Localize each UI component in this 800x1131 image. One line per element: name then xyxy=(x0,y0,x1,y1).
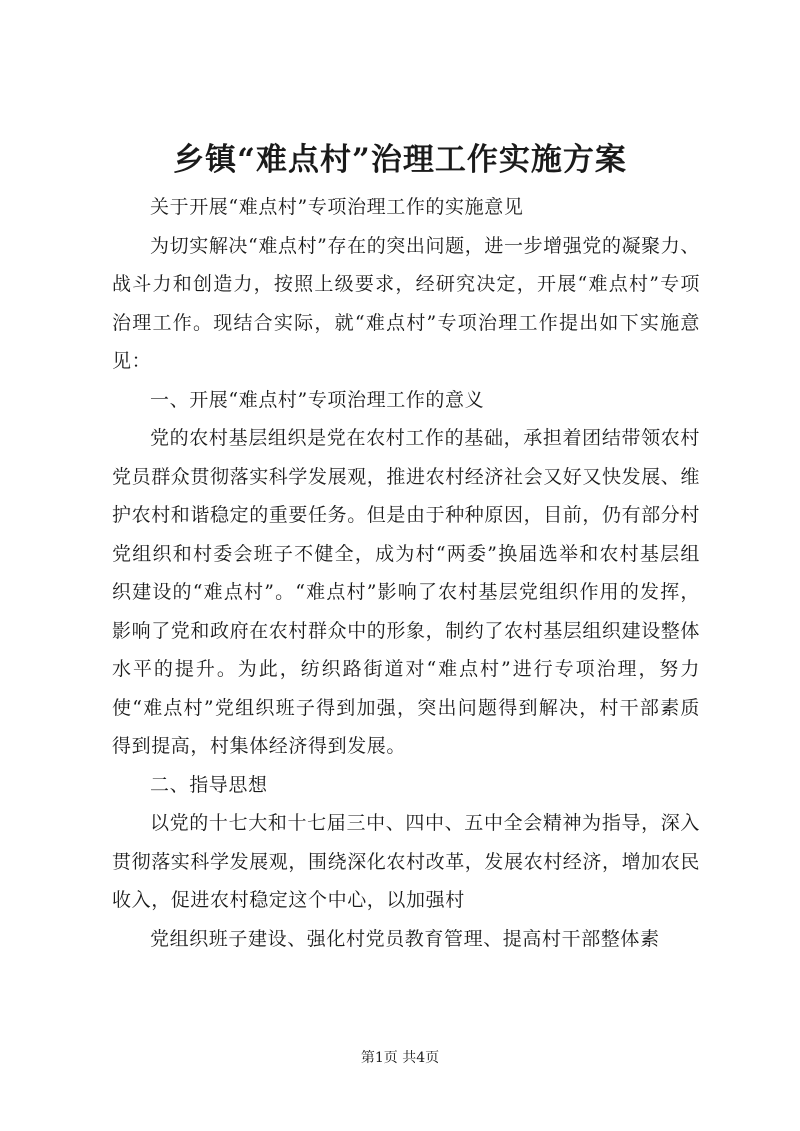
intro-paragraph: 为切实解决“难点村”存在的突出问题，进一步增强党的凝聚力、战斗力和创造力，按照上级要求，经研究决定，开展“难点村”专项治理工作。现结合实际，就“难点村”专项治理工作提出如下实施意见： xyxy=(112,234,700,372)
page-footer xyxy=(0,1048,800,1068)
continuation-paragraph: 党组织班子建设、强化村党员教育管理、提高村干部整体素 xyxy=(150,927,660,950)
subtitle-paragraph: 关于开展“难点村”专项治理工作的实施意见 xyxy=(150,196,524,218)
section-heading-2: 二、指导思想 xyxy=(150,773,268,796)
document-body xyxy=(112,188,700,958)
significance-paragraph: 党的农村基层组织是党在农村工作的基础，承担着团结带领农村党员群众贯彻落实科学发展观，推进农村经济社会又好又快发展、维护农村和谐稳定的重要任务。但是由于种种原因，目前，仍有部分村党组织和村委会班子不健全，成为村“两委”换届选举和农村基层组织建设的“难点村”。“难点村”影响了农村基层党组织作用的发挥，影响了党和政府在农村群众中的形象，制约了农村基层组织建设整体水平的提升。为此，纺织路街道对“难点村”进行专项治理，努力使“难点村”党组织班子得到加强，突出问题得到解决，村干部素质得到提高，村集体经济得到发展。 xyxy=(112,427,701,757)
section-heading-1: 一、开展“难点村”专项治理工作的意义 xyxy=(150,388,485,411)
page-number: 第1页 共4页 xyxy=(360,1050,440,1066)
guiding-thought-paragraph: 以党的十七大和十七届三中、四中、五中全会精神为指导，深入贯彻落实科学发展观，围绕深化农村改革，发展农村经济，增加农民收入，促进农村稳定这个中心，以加强村 xyxy=(112,812,701,911)
document-title: 乡镇“难点村”治理工作实施方案 xyxy=(173,142,627,178)
